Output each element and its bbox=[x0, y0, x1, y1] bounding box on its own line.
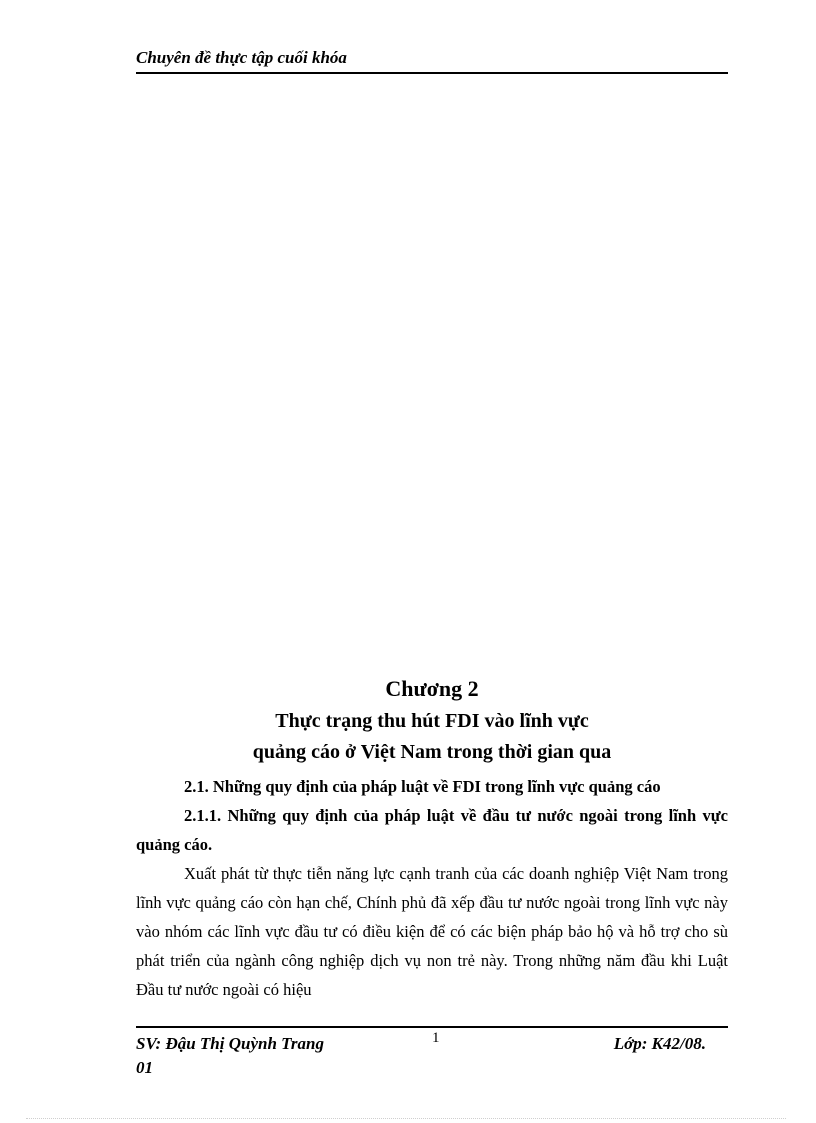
page-bottom-edge bbox=[26, 1118, 786, 1119]
footer-student-continuation: 01 bbox=[136, 1058, 153, 1077]
body-paragraph: Xuất phát từ thực tiễn năng lực cạnh tranh của các doanh nghiệp Việt Nam trong lĩnh vực quảng cáo còn hạn chế, Chính phủ đã xếp đầu tư nước ngoài trong lĩnh vực này vào nhóm các lĩnh vực đầu tư có điều kiện để có các biện pháp bảo hộ và hỗ trợ cho sù phát triển của ngành công nghiệp dịch vụ non trẻ này. Trong những năm đầu khi Luật Đầu tư nước ngoài có hiệu bbox=[136, 864, 728, 999]
chapter-label: Chương 2 bbox=[385, 676, 479, 701]
chapter-title-line-1: Thực trạng thu hút FDI vào lĩnh vực bbox=[275, 710, 589, 732]
section-heading-2-1-1: 2.1.1. Những quy định của pháp luật về đầu tư nước ngoài trong lĩnh vực quảng cáo. bbox=[136, 806, 728, 854]
footer-student-name: SV: Đậu Thị Quỳnh Trang bbox=[136, 1034, 324, 1053]
page-footer bbox=[136, 1026, 728, 1080]
section-heading-2-1: 2.1. Những quy định của pháp luật về FDI trong lĩnh vực quảng cáo bbox=[184, 777, 661, 796]
footer-row bbox=[136, 1032, 728, 1056]
page-number: 1 bbox=[432, 1030, 440, 1046]
page-header bbox=[136, 46, 728, 74]
footer-class-label: Lớp: K42/08. bbox=[613, 1034, 706, 1053]
chapter-heading bbox=[136, 672, 728, 768]
document-body bbox=[136, 772, 728, 1004]
chapter-title-line-2: quảng cáo ở Việt Nam trong thời gian qua bbox=[252, 741, 612, 763]
header-title: Chuyên đề thực tập cuối khóa bbox=[136, 48, 347, 67]
